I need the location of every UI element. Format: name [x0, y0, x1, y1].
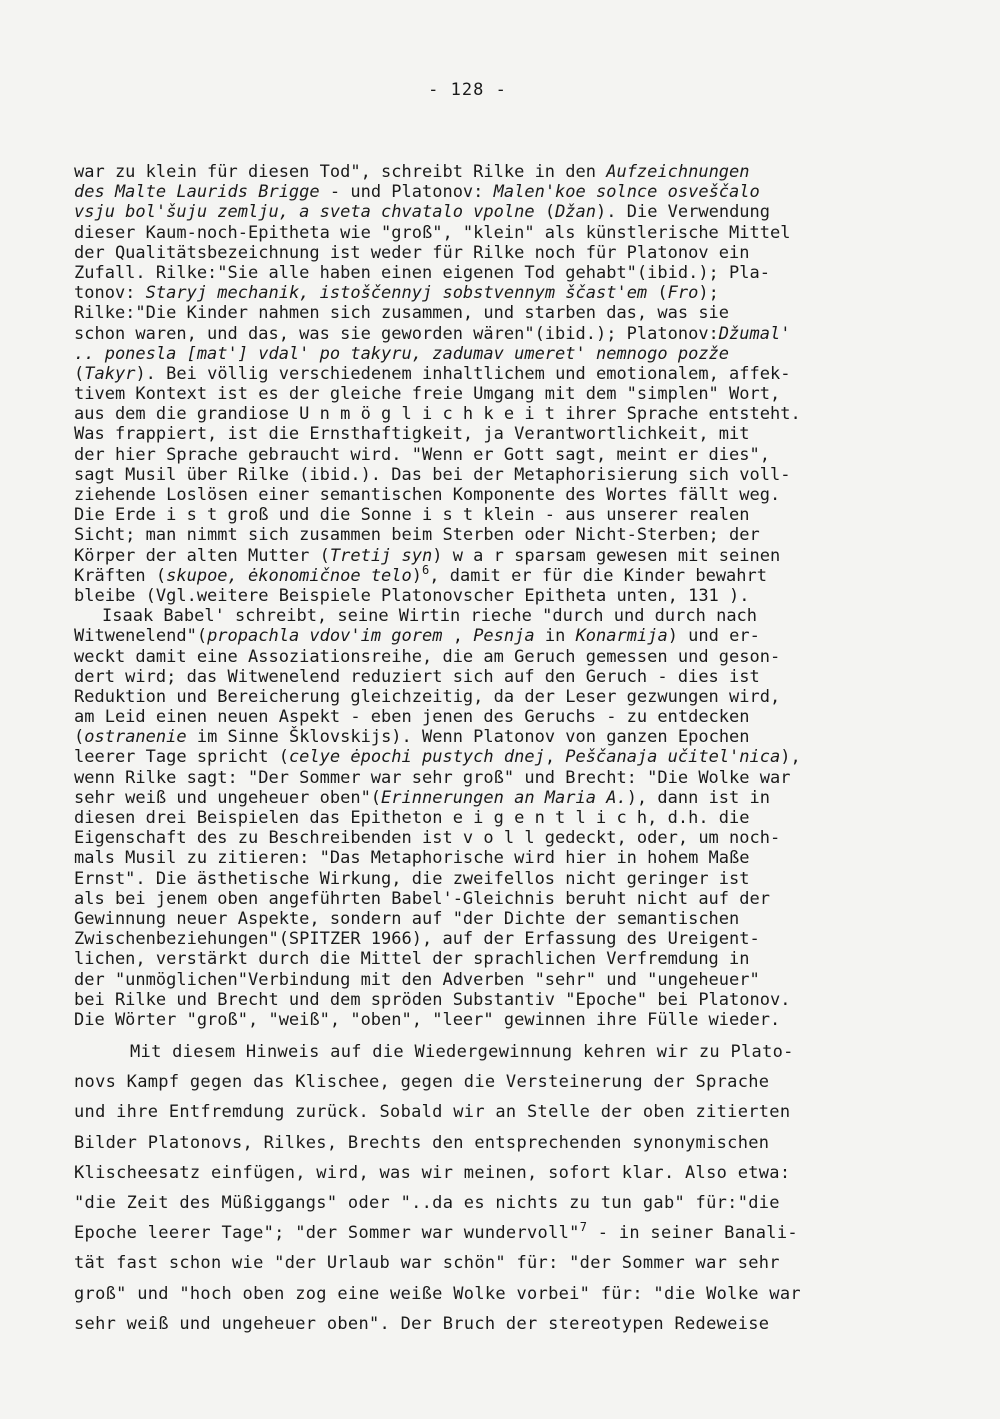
text-segment: ( [534, 202, 556, 223]
text-line [74, 949, 934, 969]
text-segment: ). Bei völlig verschiedenem inhaltlichem und emotionalem, affek- [135, 363, 791, 384]
text-segment: Die Wörter "groß", "weiß", "oben", "leer" gewinnen ihre Fülle wieder. [74, 1009, 781, 1030]
text-segment: ziehende Loslösen einer semantischen Komponente des Wortes fällt weg. [74, 485, 781, 505]
text-segment: diesen drei Beispielen das Epitheton e i g e n t l i c h, d.h. die [74, 808, 750, 828]
text-line [74, 1097, 934, 1127]
text-line [74, 202, 934, 222]
italic-segment: Fro [667, 283, 699, 304]
text-segment: ), [780, 747, 801, 768]
text-line [74, 909, 934, 929]
text-line [74, 667, 934, 687]
text-segment: sagt Musil über Rilke (ibid.). Das bei der Metaphorisierung sich voll- [74, 464, 791, 485]
text-line [74, 324, 934, 344]
text-line [74, 1037, 934, 1067]
text-segment: war zu klein für diesen Tod", schreibt Rilke in den [74, 162, 607, 182]
text-line [74, 562, 934, 586]
text-line [74, 1010, 934, 1030]
text-line [74, 768, 934, 788]
text-line [74, 223, 934, 243]
text-line [74, 828, 934, 848]
text-line [74, 586, 934, 606]
text-line [74, 970, 934, 990]
text-segment: tonov: [74, 283, 146, 304]
text-line [74, 707, 934, 727]
text-segment: Ernst". Die ästhetische Wirkung, die zweifellos nicht geringer ist [74, 868, 750, 889]
text-line [74, 606, 934, 626]
text-segment: novs Kampf gegen das Klischee, gegen die Versteinerung der Sprache [74, 1072, 770, 1093]
text-line [74, 1067, 934, 1097]
text-segment: Was frappiert, ist die Ernsthaftigkeit, ja Verantwortlichkeit, mit [74, 424, 750, 445]
text-line [74, 1309, 934, 1339]
text-segment: tivem Kontext ist es der gleiche freie Umgang mit dem "simplen" Wort, [74, 384, 781, 405]
footnote-ref: 6 [422, 562, 430, 577]
text-segment: Die Erde i s t groß und die Sonne i s t klein - aus unserer realen [74, 505, 750, 526]
text-segment: Isaak Babel' schreibt, seine Wirtin rieche "durch und durch nach [102, 606, 758, 627]
text-line [74, 546, 934, 566]
text-line [74, 747, 934, 767]
italic-segment: vsju bol'šuju zemlju, a sveta chvatalo vpolne [74, 202, 535, 223]
text-segment: groß" und "hoch oben zog eine weiße Wolke vorbei" für: "die Wolke war [74, 1283, 801, 1304]
italic-segment: Džan [555, 202, 597, 223]
text-segment: aus dem die grandiose U n m ö g l i c h k e i t ihrer Sprache entsteht. [74, 404, 801, 425]
text-segment: bleibe (Vgl.weitere Beispiele Platonovscher Epitheta unten, 131 ). [74, 585, 750, 606]
text-segment: im Sinne Šklovskijs). Wenn Platonov von ganzen Epochen [186, 727, 750, 748]
text-line [74, 626, 934, 646]
footnote-ref: 7 [579, 1220, 588, 1235]
body-text-loose [74, 1037, 934, 1339]
text-line [74, 243, 934, 263]
text-segment: - und Platonov: [319, 182, 494, 203]
text-segment: , [442, 626, 474, 647]
text-segment: , damit er für die Kinder bewahrt [429, 565, 768, 586]
page-number: - 128 - [428, 80, 507, 100]
text-line [74, 465, 934, 485]
text-line [74, 162, 934, 182]
text-segment: Witwenelend"( [74, 626, 208, 647]
text-segment: tät fast schon wie "der Urlaub war schön" für: "der Sommer war sehr [74, 1253, 780, 1274]
text-segment: ( [74, 363, 85, 384]
text-line [74, 364, 934, 384]
text-line [74, 929, 934, 949]
text-segment: Eigenschaft des zu Beschreibenden ist v o l l gedeckt, oder, um noch- [74, 828, 781, 849]
body-text-dense [74, 162, 934, 1030]
text-line [74, 263, 934, 283]
text-segment: Reduktion und Bereicherung gleichzeitig, da der Leser gezwungen wird, [74, 686, 781, 707]
text-line [74, 283, 934, 303]
italic-segment: .. ponesla [mat'] vdal' po takyru, zadumav umeret' nemnogo pozže [74, 343, 730, 364]
text-segment: Mit diesem Hinweis auf die Wiedergewinnung kehren wir zu Plato- [130, 1042, 794, 1062]
italic-segment: Pesnja [473, 626, 535, 647]
text-segment: dieser Kaum-noch-Epitheta wie "groß", "klein" als künstlerische Mittel [74, 222, 791, 243]
text-line [74, 525, 934, 545]
text-line [74, 344, 934, 364]
italic-segment: ostranenie [84, 727, 187, 748]
text-segment: lichen, verstärkt durch die Mittel der sprachlichen Verfremdung in [74, 949, 750, 970]
text-segment: ) w a r sparsam gewesen mit seinen [432, 545, 781, 566]
text-segment: ) und er- [667, 626, 760, 647]
text-line [74, 445, 934, 465]
italic-segment: skupoe, ėkonomičnoe telo [166, 565, 412, 586]
text-segment: dert wird; das Witwenelend reduziert sich auf den Geruch - dies ist [74, 666, 760, 687]
text-line [74, 990, 934, 1010]
italic-segment: Erinnerungen an Maria A. [381, 787, 627, 808]
text-segment: bei Rilke und Brecht und dem spröden Substantiv "Epoche" bei Platonov. [74, 989, 791, 1010]
italic-segment: Konarmija [575, 626, 668, 647]
text-segment: wenn Rilke sagt: "Der Sommer war sehr groß" und Brecht: "Die Wolke war [74, 767, 791, 788]
text-line [74, 424, 934, 444]
text-segment: der hier Sprache gebraucht wird. "Wenn er Gott sagt, meint er dies", [74, 444, 770, 465]
text-line [74, 1128, 934, 1158]
text-segment: der "unmöglichen"Verbindung mit den Adverben "sehr" und "ungeheuer" [74, 969, 760, 990]
text-segment: , [544, 747, 566, 768]
text-segment: Gewinnung neuer Aspekte, sondern auf "der Dichte der semantischen [74, 908, 740, 929]
text-segment: ( [74, 727, 85, 748]
italic-segment: des Malte Laurids Brigge [74, 182, 320, 203]
text-segment: schon waren, und das, was sie geworden wären"(ibid.); Platonov: [74, 323, 719, 344]
text-line [74, 384, 934, 404]
text-line [74, 788, 934, 808]
text-line [74, 808, 934, 828]
text-segment: in [534, 626, 576, 647]
text-segment: weckt damit eine Assoziationsreihe, die am Geruch gemessen und geson- [74, 646, 781, 667]
text-segment: am Leid einen neuen Aspekt - eben jenen des Geruchs - zu entdecken [74, 707, 750, 728]
text-segment: als bei jenem oben angeführten Babel'-Gleichnis beruht nicht auf der [74, 888, 770, 909]
italic-segment: celye ėpochi pustych dnej [288, 747, 545, 768]
italic-segment: Staryj mechanik, istoščennyj sobstvennym ščast'em [145, 283, 648, 304]
italic-segment: Peščanaja učitel'nica [565, 747, 781, 768]
text-segment: mals Musil zu zitieren: "Das Metaphorische wird hier in hohem Maße [74, 848, 750, 869]
text-segment: ( [647, 283, 668, 304]
italic-segment: Džumal' [718, 323, 791, 344]
text-line [74, 505, 934, 525]
text-segment: Sicht; man nimmt sich zusammen beim Sterben oder Nicht-Sterben; der [74, 525, 760, 546]
text-line [74, 485, 934, 505]
text-segment: Rilke:"Die Kinder nahmen sich zusammen, und starben das, was sie [74, 303, 730, 324]
text-line [74, 889, 934, 909]
text-line [74, 869, 934, 889]
text-line [74, 1218, 934, 1248]
text-segment: Epoche leerer Tage"; "der Sommer war wundervoll" [74, 1223, 580, 1244]
text-segment: Zufall. Rilke:"Sie alle haben einen eigenen Tod gehabt"(ibid.); Pla- [74, 262, 770, 283]
text-segment: "die Zeit des Müßiggangs" oder "..da es nichts zu tun gab" für:"die [74, 1192, 780, 1213]
italic-segment: Malen'koe solnce osveščalo [493, 182, 760, 203]
text-line [74, 182, 934, 202]
text-segment: ) [411, 565, 423, 586]
text-segment: der Qualitätsbezeichnung ist weder für Rilke noch für Platonov ein [74, 242, 750, 263]
italic-segment: propachla vdov'im gorem [207, 626, 443, 647]
italic-segment: Aufzeichnungen [606, 162, 750, 182]
text-line [74, 848, 934, 868]
text-line [74, 1188, 934, 1218]
text-segment: Zwischenbeziehungen"(SPITZER 1966), auf der Erfassung des Ureigent- [74, 929, 760, 950]
text-line [74, 687, 934, 707]
text-segment: und ihre Entfremdung zurück. Sobald wir an Stelle der oben zitierten [74, 1102, 791, 1123]
italic-segment: Tretij syn [329, 545, 433, 566]
text-segment: sehr weiß und ungeheuer oben"( [74, 787, 382, 808]
text-line [74, 404, 934, 424]
text-line [74, 303, 934, 323]
text-line [74, 1158, 934, 1188]
text-segment: ), dann ist in [626, 787, 770, 808]
text-segment: sehr weiß und ungeheuer oben". Der Bruch der stereotypen Redeweise [74, 1313, 770, 1334]
text-segment: ). Die Verwendung [596, 202, 771, 223]
text-segment: Klischeesatz einfügen, wird, was wir meinen, sofort klar. Also etwa: [74, 1162, 791, 1183]
text-segment: ); [698, 283, 719, 304]
text-line [74, 647, 934, 667]
italic-segment: Takyr [84, 363, 136, 384]
text-segment: Kräften ( [74, 565, 167, 586]
text-segment: Bilder Platonovs, Rilkes, Brechts den entsprechenden synonymischen [74, 1132, 770, 1153]
text-line [74, 727, 934, 747]
text-line [74, 1279, 934, 1309]
text-segment: Körper der alten Mutter ( [74, 545, 330, 566]
text-line [74, 1248, 934, 1278]
text-segment: leerer Tage spricht ( [74, 747, 289, 768]
text-segment: - in seiner Banali- [587, 1223, 798, 1244]
